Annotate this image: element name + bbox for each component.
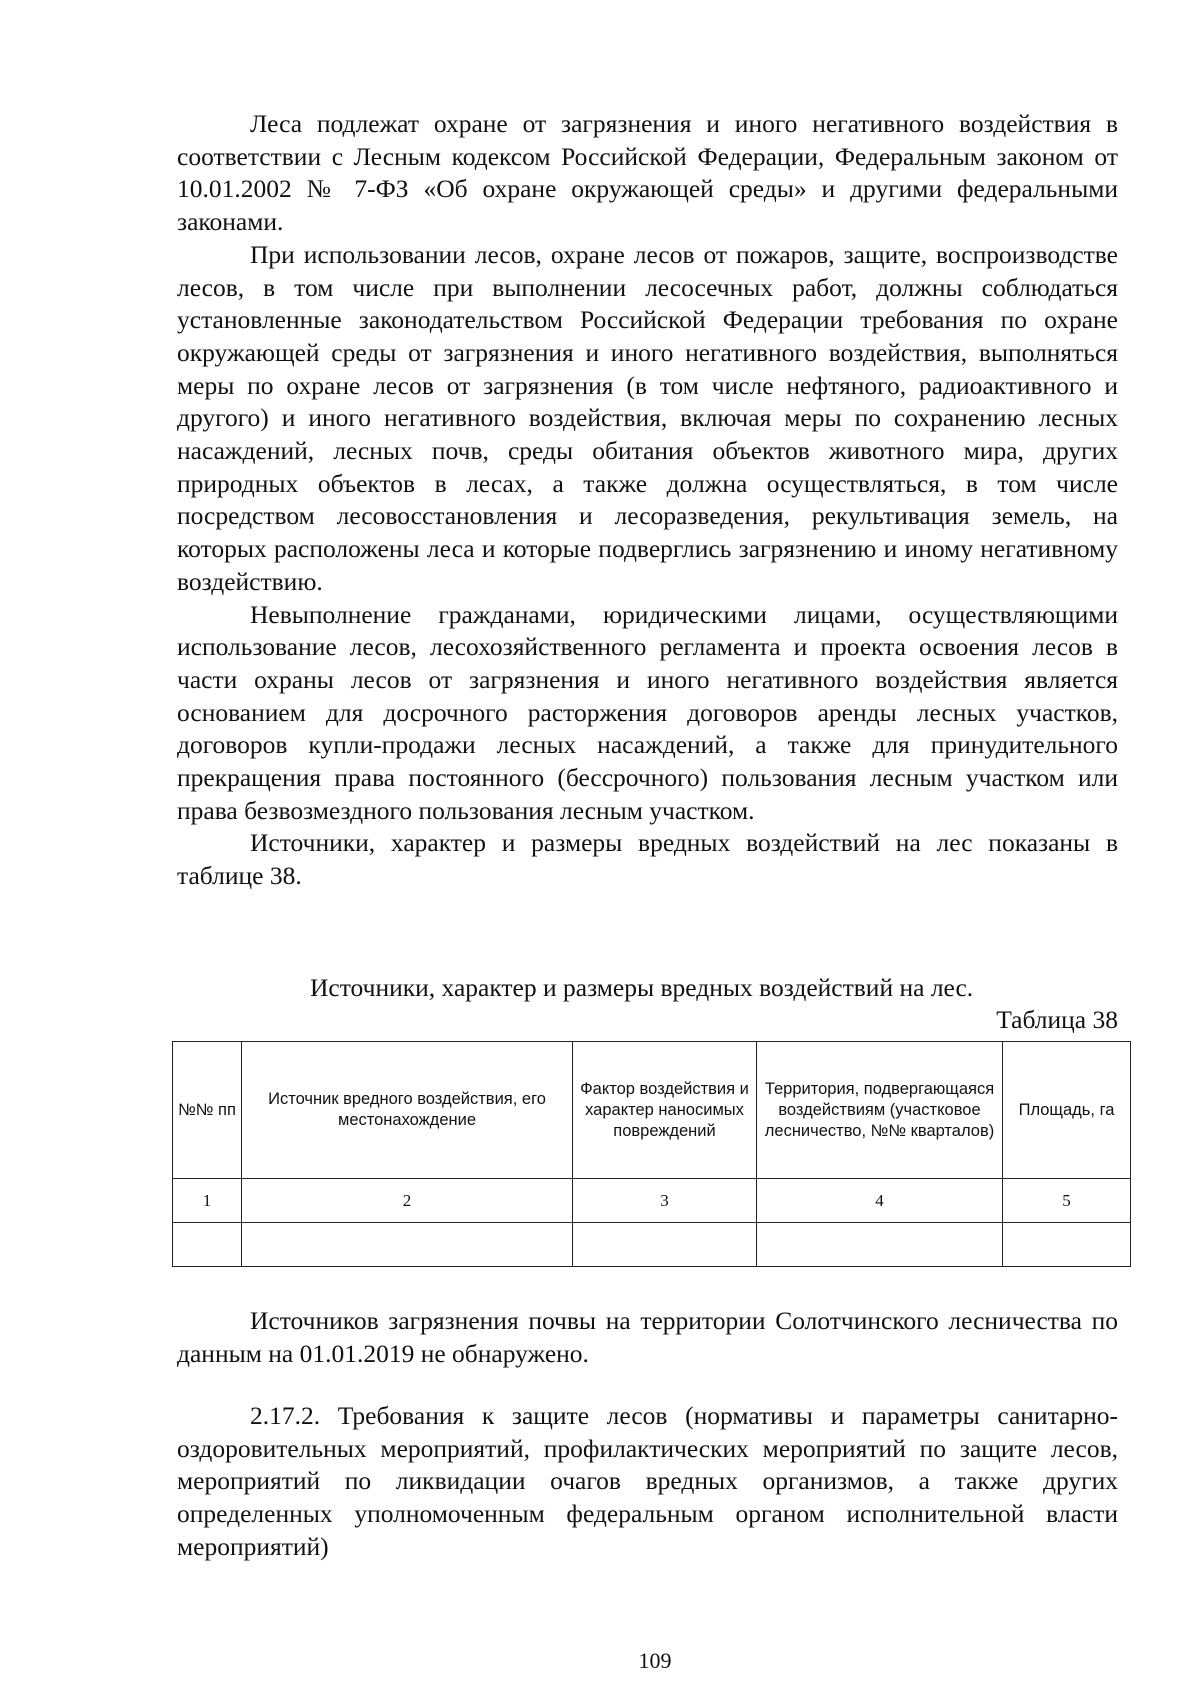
table-header-row [173,1042,1131,1179]
section-heading: 2.17.2. Требования к защите лесов (нормативы и параметры санитарно-оздоровительных мероприятий, профилактических мероприятий по защите лесов, мероприятий по ликвидации очагов вредных организмов, а также других определенных уполномоченным федеральным органом исполнительной власти мероприятий) [177,1401,1118,1561]
paragraph-no-pollution: Источников загрязнения почвы на территории Солотчинского лесничества по данным на 01.01.2019 не обнаружено. [177,1306,1118,1368]
harmful-impacts-table [172,1041,1131,1267]
paragraph-violations: Невыполнение гражданами, юридическими лицами, осуществляющими использование лесов, лесохозяйственного регламента и проекта освоения лесов в части охраны лесов от загрязнения и иного негативного воздействия является основанием для досрочного расторжения договоров аренды лесных участков, договоров купли-продажи лесных насаждений, а также для принудительного прекращения права постоянного (бессрочного) пользования лесным участком или права безвозмездного пользования лесным участком. [177,599,1118,825]
table-row [173,1223,1131,1267]
column-number-cell: 3 [573,1179,757,1223]
body-text [177,108,1118,893]
table-row [173,1179,1131,1223]
page-number: 109 [638,1648,672,1673]
column-number-cell: 5 [1003,1179,1131,1223]
paragraph-table-reference: Источники, характер и размеры вредных воздействий на лес показаны в таблице 38. [177,828,1118,891]
header-cell: Площадь, га [1003,1042,1131,1179]
empty-cell [242,1223,573,1267]
header-cell: Фактор воздействия и характер наносимых повреждений [573,1042,757,1179]
table-caption: Источники, характер и размеры вредных воздействий на лес. [310,973,974,1002]
header-cell: Территория, подвергающаяся воздействиям (участковое лесничество, №№ кварталов) [757,1042,1003,1179]
paragraph-forest-protection: Леса подлежат охране от загрязнения и иного негативного воздействия в соответствии с Лесным кодексом Российской Федерации, Федеральным законом от 10.01.2002 № 7-ФЗ «Об охране окружающей среды» и другими федеральными законами. [177,109,1118,237]
header-cell: №№ пп [173,1042,242,1179]
column-number-cell: 4 [757,1179,1003,1223]
empty-cell [1003,1223,1131,1267]
empty-cell [573,1223,757,1267]
column-number-cell: 2 [242,1179,573,1223]
table-number: Таблица 38 [996,1005,1118,1034]
header-cell: Источник вредного воздействия, его местонахождение [242,1042,573,1179]
paragraph-requirements: При использовании лесов, охране лесов от пожаров, защите, воспроизводстве лесов, в том числе при выполнении лесосечных работ, должны соблюдаться установленные законодательством Российской Федерации требования по охране окружающей среды от загрязнения и иного негативного воздействия, выполняться меры по охране лесов от загрязнения (в том числе нефтяного, радиоактивного и другого) и иного негативного воздействия, включая меры по сохранению лесных насаждений, лесных почв, среды обитания объектов животного мира, других природных объектов в лесах, а также должна осуществляться, в том числе посредством лесовосстановления и лесоразведения, рекультивация земель, на которых расположены леса и которые подверглись загрязнению и иному негативному воздействию. [177,239,1118,596]
empty-cell [757,1223,1003,1267]
column-number-cell: 1 [173,1179,242,1223]
empty-cell [173,1223,242,1267]
